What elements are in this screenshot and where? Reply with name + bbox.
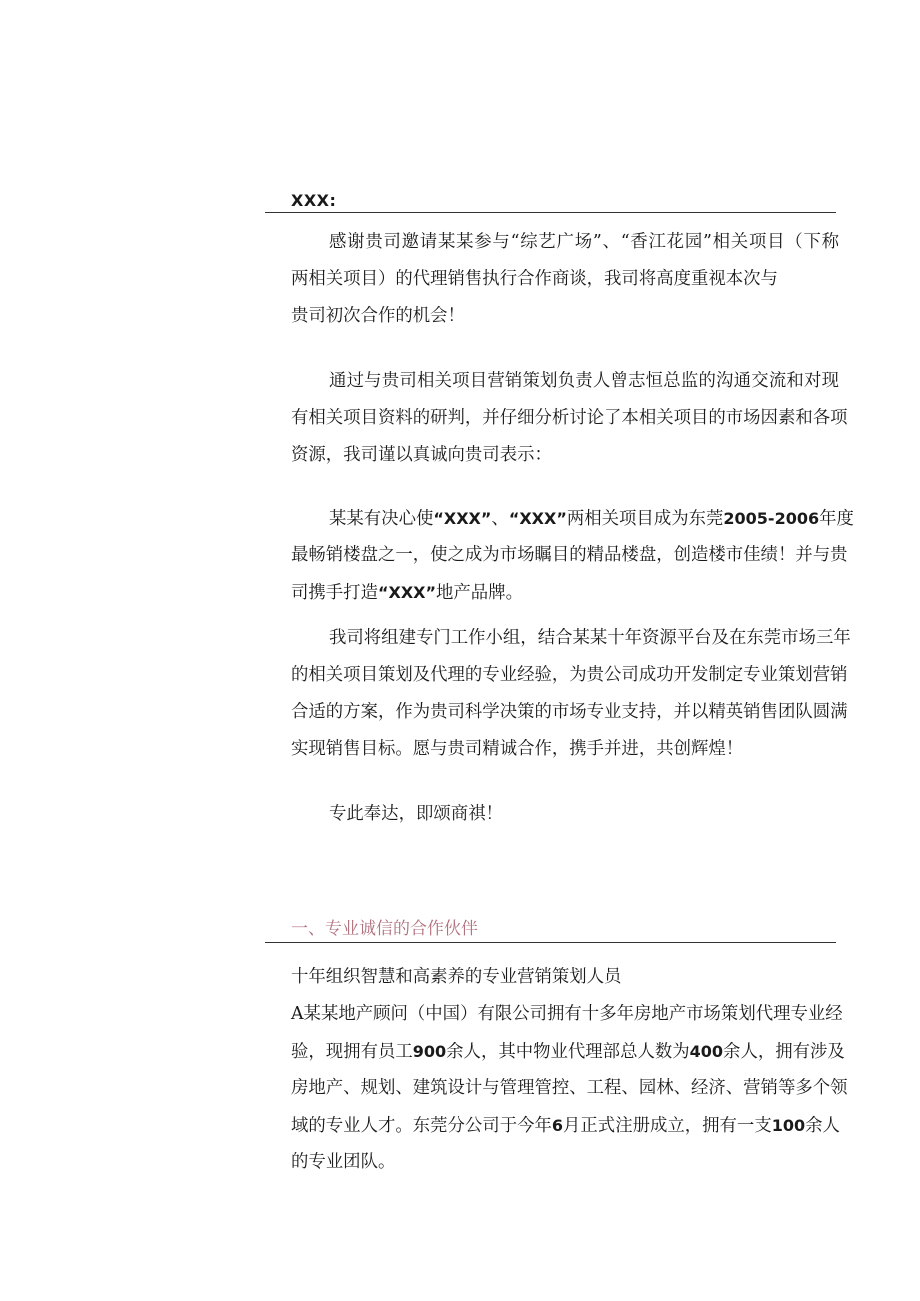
text-line: 两相关项目）的代理销售执行合作商谈，我司将高度重视本次与 [291,269,778,289]
text-run: 余人，拥有涉及 [723,1042,845,1062]
brand-name: “XXX” [377,583,437,602]
salutation: XXX: [291,191,337,210]
paragraph-thanks [291,224,839,335]
team-count: 100 [771,1116,806,1135]
section-title: 一、专业诚信的合作伙伴 [291,919,478,939]
text-run: 月正式注册成立，拥有一支 [563,1116,772,1136]
month-number: 6 [551,1116,564,1135]
text-line [291,1107,839,1144]
text-line: 有相关项目资料的研判，并仔细分析讨论了本相关项目的市场因素和各项 [291,408,848,428]
text-line: 的专业团队。 [291,1152,396,1172]
project-name: “XXX” [508,509,567,528]
text-line: 专此奉达，即颂商祺！ [329,804,503,824]
text-run: 地产品牌。 [436,583,523,603]
text-run: 某某有决心使 [329,509,434,529]
text-line [291,500,854,537]
text-line [291,1033,845,1070]
closing [291,796,839,833]
text-line: 贵司初次合作的机会！ [291,306,465,326]
text-run: 、 [491,509,509,529]
paragraph-commitment [291,500,854,611]
section-divider [265,942,836,943]
paragraph-team [291,620,851,768]
text-line: 我司将组建专门工作小组，结合某某十年资源平台及在东莞市场三年 [329,628,851,648]
text-run: 验，现拥有员工 [291,1042,413,1062]
paragraph-analysis [291,363,848,474]
text-line: 实现销售目标。愿与贵司精诚合作，携手并进，共创辉煌！ [291,739,744,759]
text-line: 合适的方案，作为贵司科学决策的市场专业支持，并以精英销售团队圆满 [291,702,848,722]
staff-count: 900 [412,1042,447,1061]
header-divider [265,212,836,213]
section-subtitle: 十年组织智慧和高素养的专业营销策划人员 [291,967,622,987]
text-line: 的相关项目策划及代理的专业经验，为贵公司成功开发制定专业策划营销 [291,665,848,685]
text-line: 感谢贵司邀请某某参与“综艺广场”、“香江花园”相关项目（下称 [329,232,839,252]
agency-count: 400 [689,1042,724,1061]
text-line: 最畅销楼盘之一，使之成为市场瞩目的精品楼盘，创造楼市佳绩！并与贵 [291,545,848,565]
text-run: 司携手打造 [291,583,378,603]
text-run: 域的专业人才。东莞分公司于今年 [291,1116,552,1136]
text-line: 房地产、规划、建筑设计与管理管控、工程、园林、经济、营销等多个领 [291,1078,848,1098]
year-range: 2005-2006 [723,509,820,528]
project-name: “XXX” [433,509,492,528]
text-line: A某某地产顾问（中国）有限公司拥有十多年房地产市场策划代理专业经 [291,1004,843,1024]
text-run: 余人 [805,1116,840,1136]
text-run: 余人，其中物业代理部总人数为 [446,1042,690,1062]
text-run: 两相关项目成为东莞 [566,509,724,529]
section-body [291,959,848,1181]
text-run: 年度 [819,509,854,529]
text-line: 资源，我司谨以真诚向贵司表示： [291,445,552,465]
text-line: 通过与贵司相关项目营销策划负责人曾志恒总监的沟通交流和对现 [329,371,839,391]
text-line [291,574,839,611]
